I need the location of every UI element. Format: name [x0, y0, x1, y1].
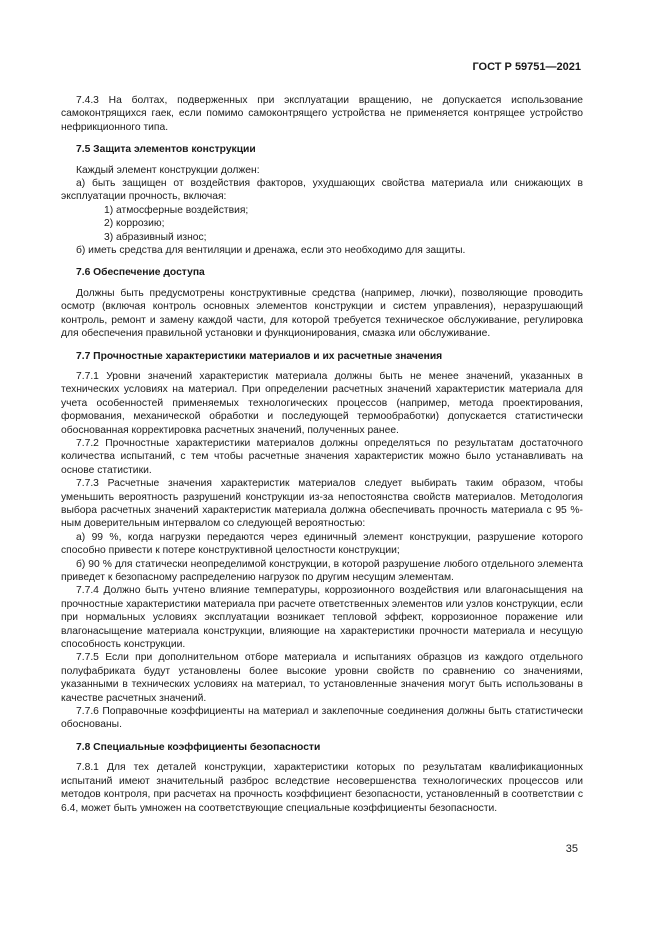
list-item-7-7-3-a: а) 99 %, когда нагрузки передаются через единичный элемент конструкции, разрушение которого способно привести к потере конструктивной целостности конструкции; — [61, 531, 583, 557]
paragraph-7-7-3: 7.7.3 Расчетные значения характеристик материалов следует выбирать таким образом, чтобы уменьшить вероятность разрушений конструкции из-за непостоянства свойств материалов. Методология выбора расчетных значений характеристик материала должна обеспечивать прочность материала с 95 %-ным доверительным интервалом со следующей вероятностью: — [61, 478, 583, 530]
paragraph-7-8-1: 7.8.1 Для тех деталей конструкции, характеристики которых по результатам квалификационных испытаний имеют значительный разброс вследствие несовершенства технологических процессов или методов контроля, при расчетах на прочность коэффициент безопасности, установленный в соответствии с 6.4, может быть умножен на соответствующие специальные коэффициенты безопасности. — [61, 762, 583, 814]
list-subitem-1: 1) атмосферные воздействия; — [104, 204, 249, 216]
paragraph-7-7-1: 7.7.1 Уровни значений характеристик материала должны быть не менее значений, указанных в технических условиях на материал. При определении расчетных значений характеристик материала для учета особенностей применяемых технологических процессов (например, метода проектирования, формования, механической обработки и последующей термообработки) допускается статистически обоснованная корректировка расчетных значений, полученных ранее. — [61, 370, 583, 436]
paragraph-7-6: Должны быть предусмотрены конструктивные средства (например, лючки), позволяющие проводить осмотр (включая контроль основных элементов конструкции и систем управления), неразрушающий контроль, ремонт и замену каждой части, для которой требуется техническое обслуживание, регулировка для обеспечения правильной установки и функционирования, смазка или обслуживание. — [61, 287, 583, 340]
paragraph-7-4-3: 7.4.3 На болтах, подверженных при эксплуатации вращению, не допускается использование самоконтрящихся гаек, если помимо самоконтрящего устройства не применяется контрящее устройство нефрикционного типа. — [61, 95, 583, 133]
section-title-7-6: 7.6 Обеспечение доступа — [76, 267, 205, 279]
page-content — [61, 94, 583, 815]
paragraph-7-7-2: 7.7.2 Прочностные характеристики материалов должны определяться по результатам достаточного количества испытаний, с тем чтобы расчетные значения характеристик можно было устанавливать на основе статистики. — [61, 437, 583, 476]
paragraph-7-7-5: 7.7.5 Если при дополнительном отборе материала и испытаниях образцов из каждого отдельного полуфабриката будут установлены более высокие уровни свойств по сравнению со значениями, указанными в технических условиях на материал, то установленные значения могут быть использованы в качестве расчетных значений. — [61, 652, 583, 704]
section-title-7-5: 7.5 Защита элементов конструкции — [76, 144, 256, 156]
list-item-7-5-b: б) иметь средства для вентиляции и дренажа, если это необходимо для защиты. — [76, 245, 466, 257]
section-title-7-8: 7.8 Специальные коэффициенты безопасности — [76, 741, 321, 753]
paragraph-7-5-intro: Каждый элемент конструкции должен: — [76, 164, 260, 176]
list-item-7-5-a: а) быть защищен от воздействия факторов, ухудшающих свойства материала или снижающих в эксплуатации прочность, включая: — [61, 178, 583, 203]
page-number: 35 — [565, 843, 578, 855]
section-title-7-7: 7.7 Прочностные характеристики материалов и их расчетные значения — [76, 350, 443, 362]
list-item-7-7-3-b: б) 90 % для статически неопределимой конструкции, в которой разрушение любого отдельного элемента приведет к безопасному распределению нагрузок по другим несущим элементам. — [61, 558, 583, 583]
paragraph-7-7-6: 7.7.6 Поправочные коэффициенты на материал и заклепочные соединения должны быть статистически обоснованы. — [61, 706, 583, 731]
paragraph-7-7-4: 7.7.4 Должно быть учтено влияние температуры, коррозионного воздействия или влагонасыщения на прочностные характеристики материала при расчете ответственных элементов или узлов конструкции, если при нормальных условиях эксплуатации возникает тепловой эффект, коррозионное поражение или влагонасыщение материала конструкции, влияющие на характеристики прочности материала и несущую способность конструкции. — [61, 585, 583, 651]
list-subitem-2: 2) коррозию; — [104, 218, 165, 230]
list-subitem-3: 3) абразивный износ; — [104, 231, 207, 243]
standard-header: ГОСТ Р 59751—2021 — [472, 61, 581, 73]
